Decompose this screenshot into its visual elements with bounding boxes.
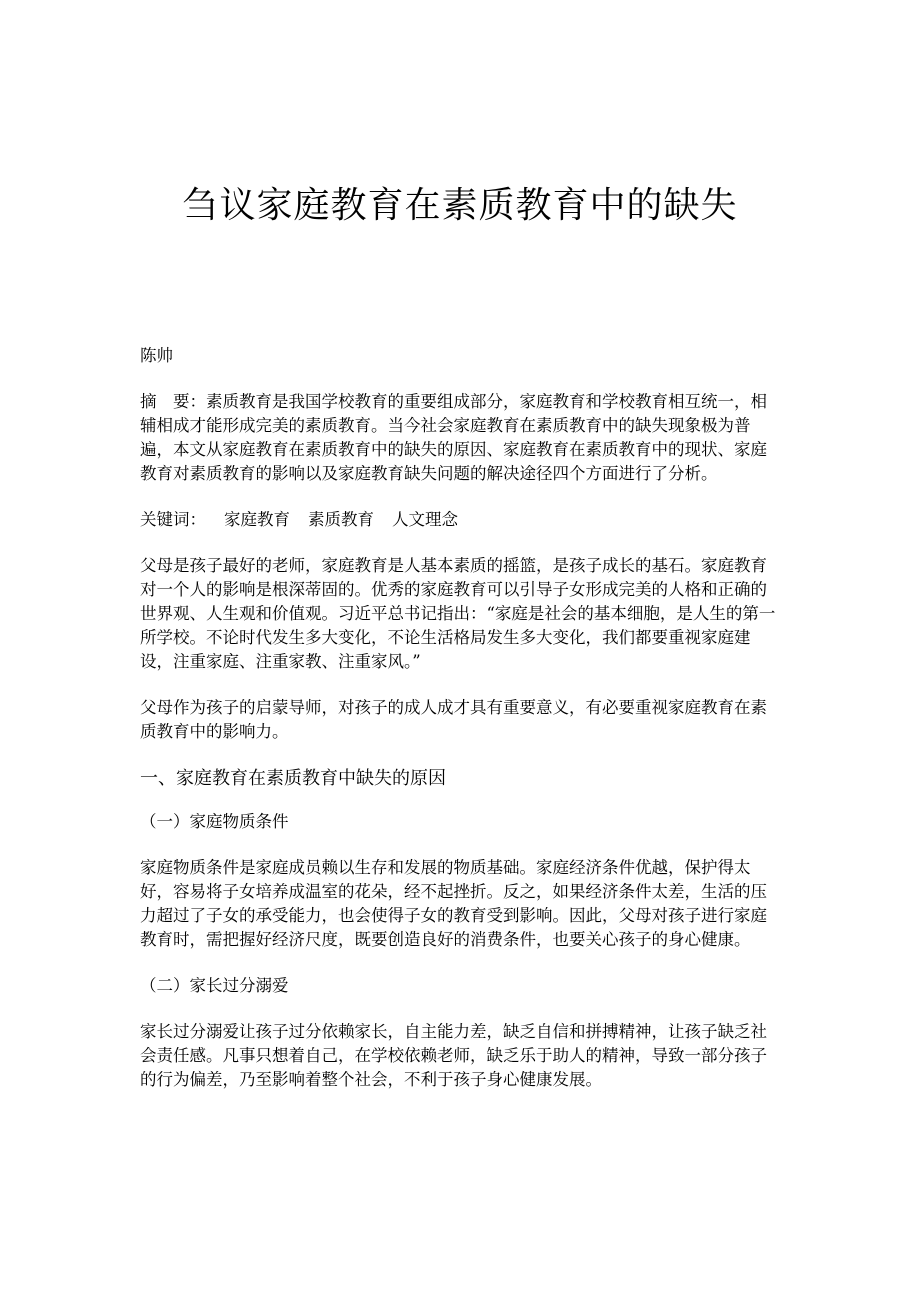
keywords	[140, 508, 780, 532]
keyword-item: 人文理念	[392, 510, 458, 529]
body-paragraph: 父母是孩子最好的老师，家庭教育是人基本素质的摇篮，是孩子成长的基石。家庭教育对一个人的影响是根深蒂固的。优秀的家庭教育可以引导子女形成完美的人格和正确的世界观、人生观和价值观。习近平总书记指出：“家庭是社会的基本细胞，是人生的第一所学校。不论时代发生多大变化，不论生活格局发生多大变化，我们都要重视家庭建设，注重家庭、注重家教、注重家风。”	[140, 556, 776, 671]
abstract	[140, 390, 780, 486]
subsection-heading: （二）家长过分溺爱	[140, 976, 289, 995]
body-paragraph: 父母作为孩子的启蒙导师，对孩子的成人成才具有重要意义，有必要重视家庭教育在素质教育中的影响力。	[140, 698, 767, 741]
document-body	[140, 344, 780, 1114]
abstract-text: 素质教育是我国学校教育的重要组成部分，家庭教育和学校教育相互统一，相辅相成才能形成完美的素质教育。当今社会家庭教育在素质教育中的缺失现象极为普遍，本文从家庭教育在素质教育中的缺失的原因、家庭教育在素质教育中的现状、家庭教育对素质教育的影响以及家庭教育缺失问题的解决途径四个方面进行了分析。	[140, 392, 767, 483]
subsection-heading: （一）家庭物质条件	[140, 812, 289, 831]
body-paragraph: 家庭物质条件是家庭成员赖以生存和发展的物质基础。家庭经济条件优越，保护得太好，容易将子女培养成温室的花朵，经不起挫折。反之，如果经济条件太差，生活的压力超过了子女的承受能力，也会使得子女的教育受到影响。因此，父母对孩子进行家庭教育时，需把握好经济尺度，既要创造良好的消费条件，也要关心孩子的身心健康。	[140, 858, 767, 949]
body-paragraph: 家长过分溺爱让孩子过分依赖家长，自主能力差，缺乏自信和拼搏精神，让孩子缺乏社会责任感。凡事只想着自己，在学校依赖老师，缺乏乐于助人的精神，导致一部分孩子的行为偏差，乃至影响着整个社会，不利于孩子身心健康发展。	[140, 1022, 767, 1089]
keywords-label: 关键词：	[140, 510, 206, 529]
keyword-item: 家庭教育	[224, 510, 290, 529]
section-heading: 一、家庭教育在素质教育中缺失的原因	[140, 768, 446, 789]
author-name: 陈帅	[140, 346, 173, 365]
keyword-item: 素质教育	[308, 510, 374, 529]
document-title: 刍议家庭教育在素质教育中的缺失	[182, 185, 738, 226]
abstract-label: 摘 要：	[140, 392, 206, 411]
